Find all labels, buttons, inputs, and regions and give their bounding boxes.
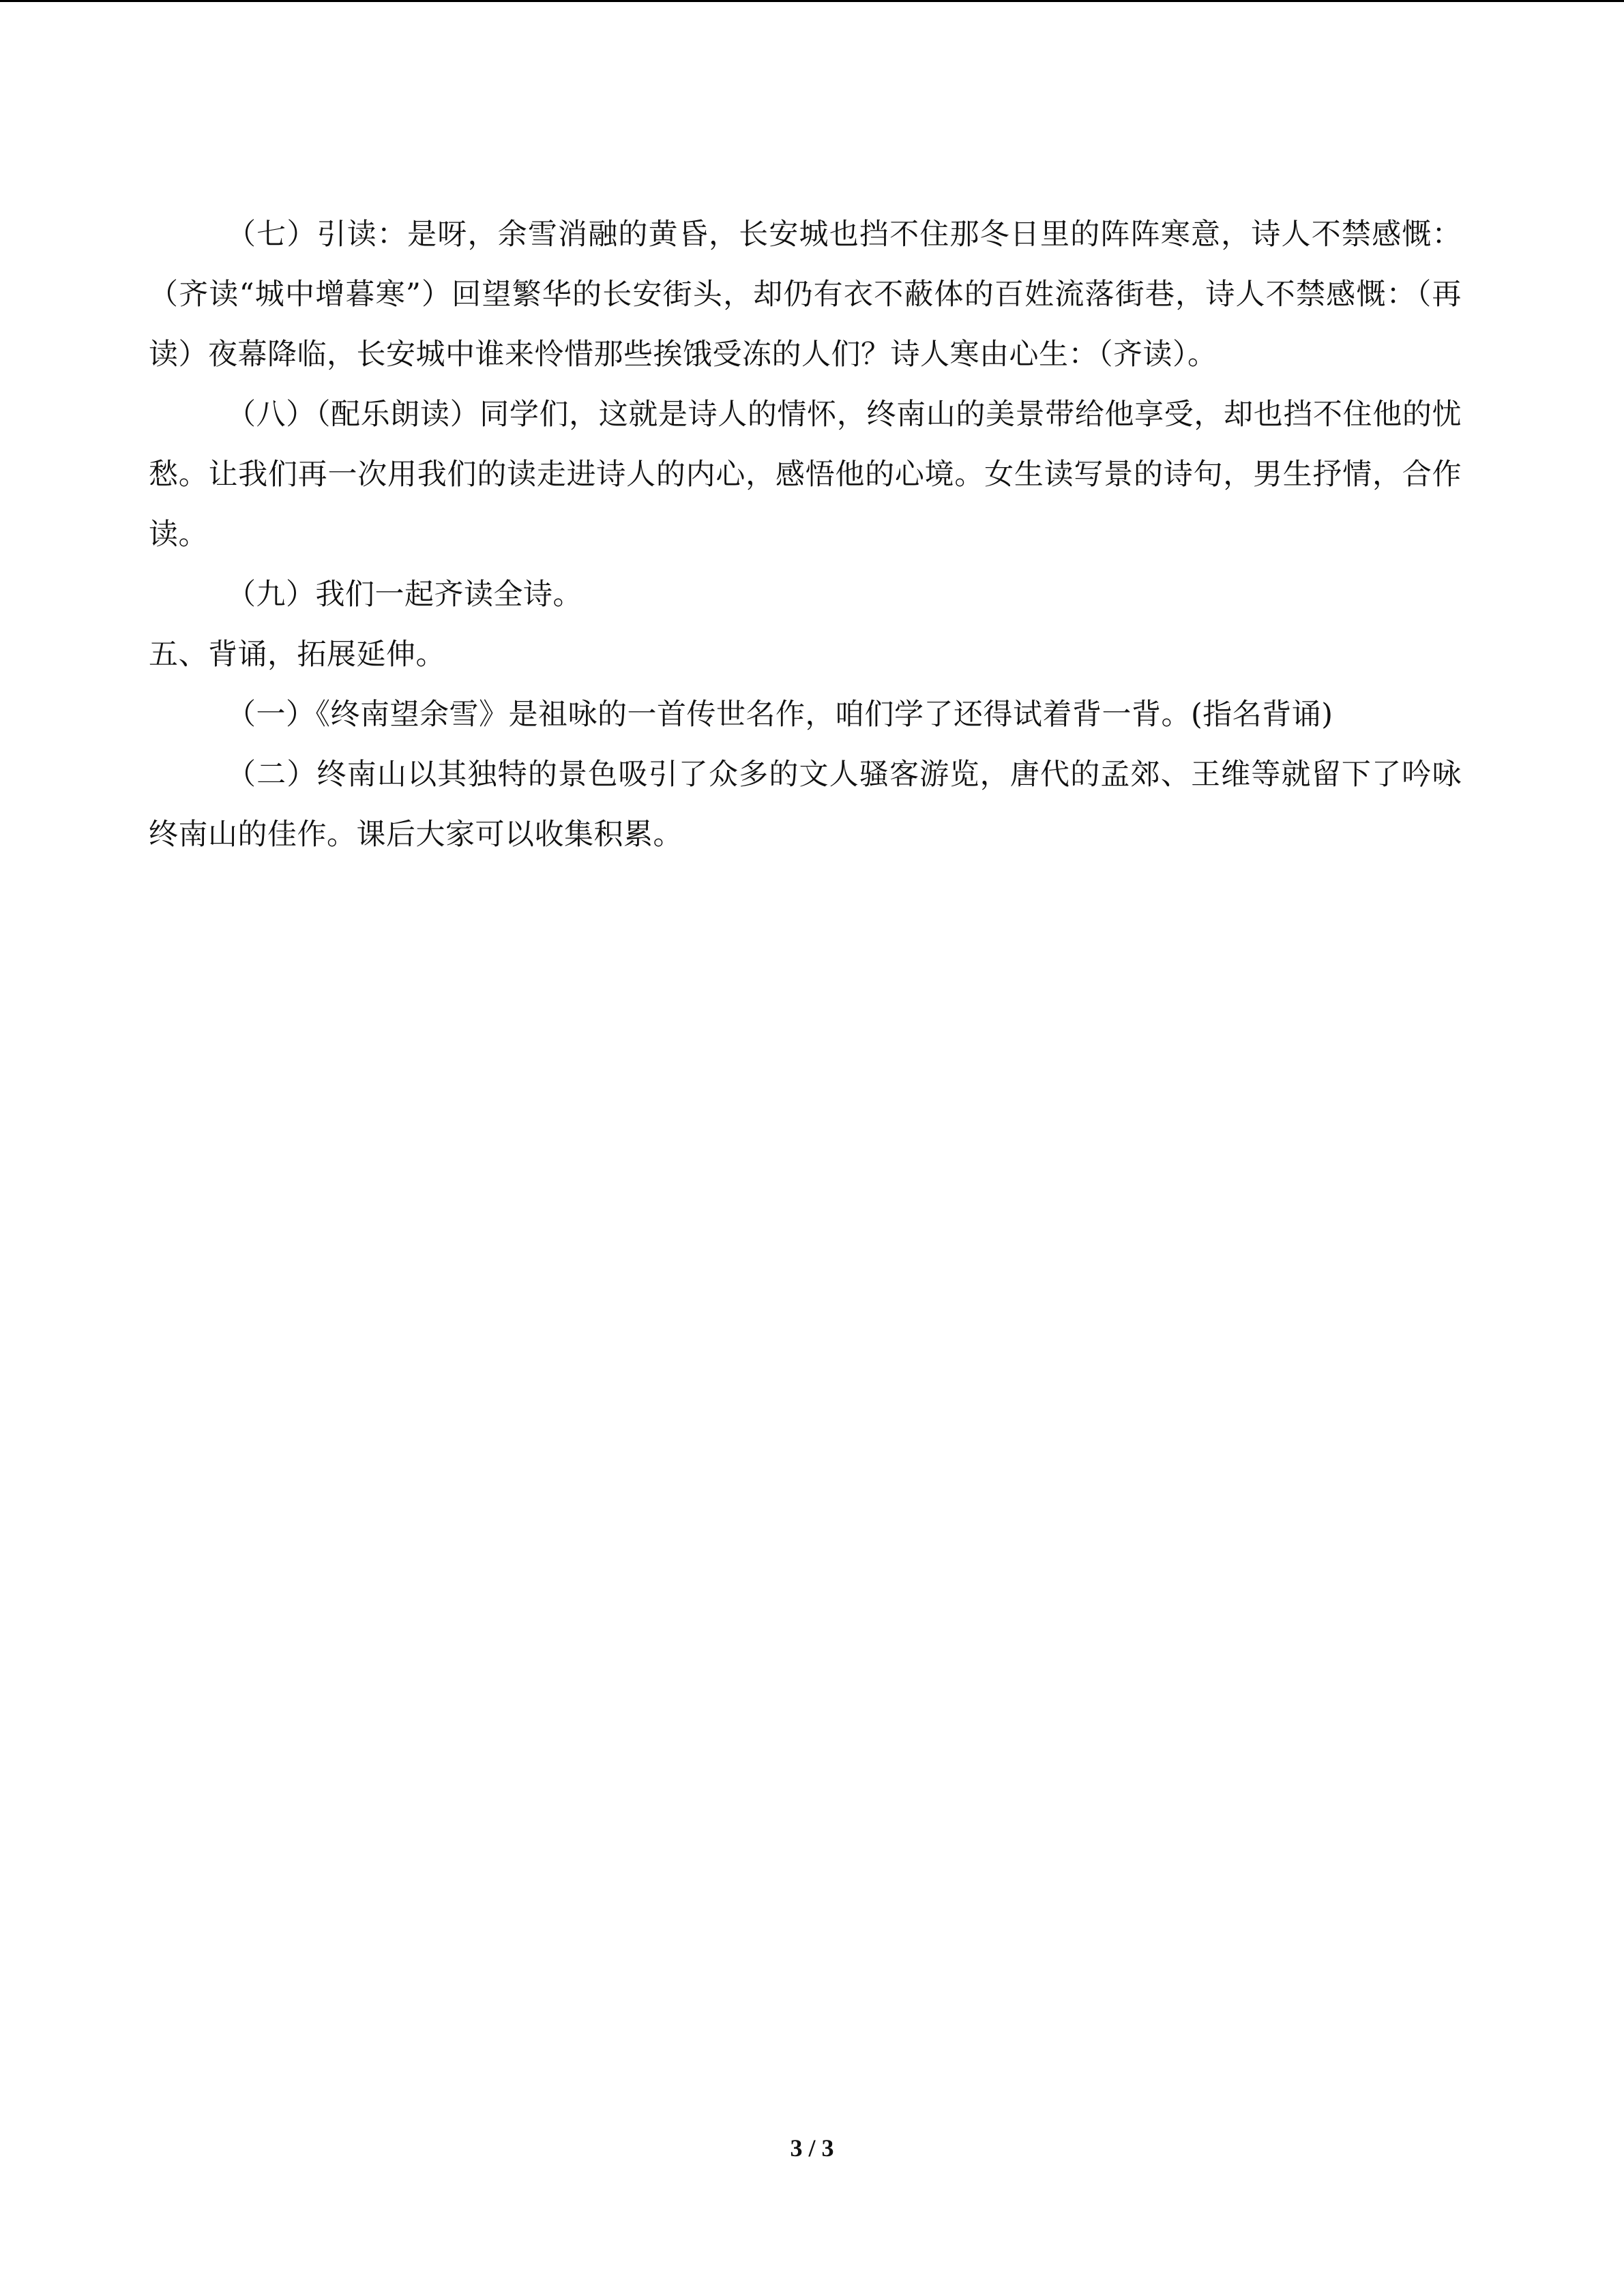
paragraph-5-2: （二）终南山以其独特的景色吸引了众多的文人骚客游览，唐代的孟郊、王维等就留下了吟咏终南山的佳作。课后大家可以收集积累。 <box>149 758 1462 852</box>
page-number: 3 / 3 <box>790 2134 834 2162</box>
document-body <box>149 205 1462 865</box>
paragraph-8: （八）（配乐朗读）同学们，这就是诗人的情怀，终南山的美景带给他享受，却也挡不住他的忧愁。让我们再一次用我们的读走进诗人的内心，感悟他的心境。女生读写景的诗句，男生抒情，合作读。 <box>149 398 1462 552</box>
paragraph-9: （九）我们一起齐读全诗。 <box>226 578 582 612</box>
paragraph-7: （七）引读：是呀，余雪消融的黄昏，长安城也挡不住那冬日里的阵阵寒意，诗人不禁感慨：（齐读“城中增暮寒”）回望繁华的长安街头，却仍有衣不蔽体的百姓流落街巷，诗人不禁感慨：（再读）夜幕降临，长安城中谁来怜惜那些挨饿受冻的人们？诗人寒由心生：（齐读）。 <box>149 218 1462 372</box>
top-border-line <box>0 0 1624 2</box>
section-heading-5: 五、背诵，拓展延伸。 <box>149 638 445 672</box>
paragraph-5-1: （一）《终南望余雪》是祖咏的一首传世名作，咱们学了还得试着背一背。(指名背诵) <box>226 698 1333 732</box>
